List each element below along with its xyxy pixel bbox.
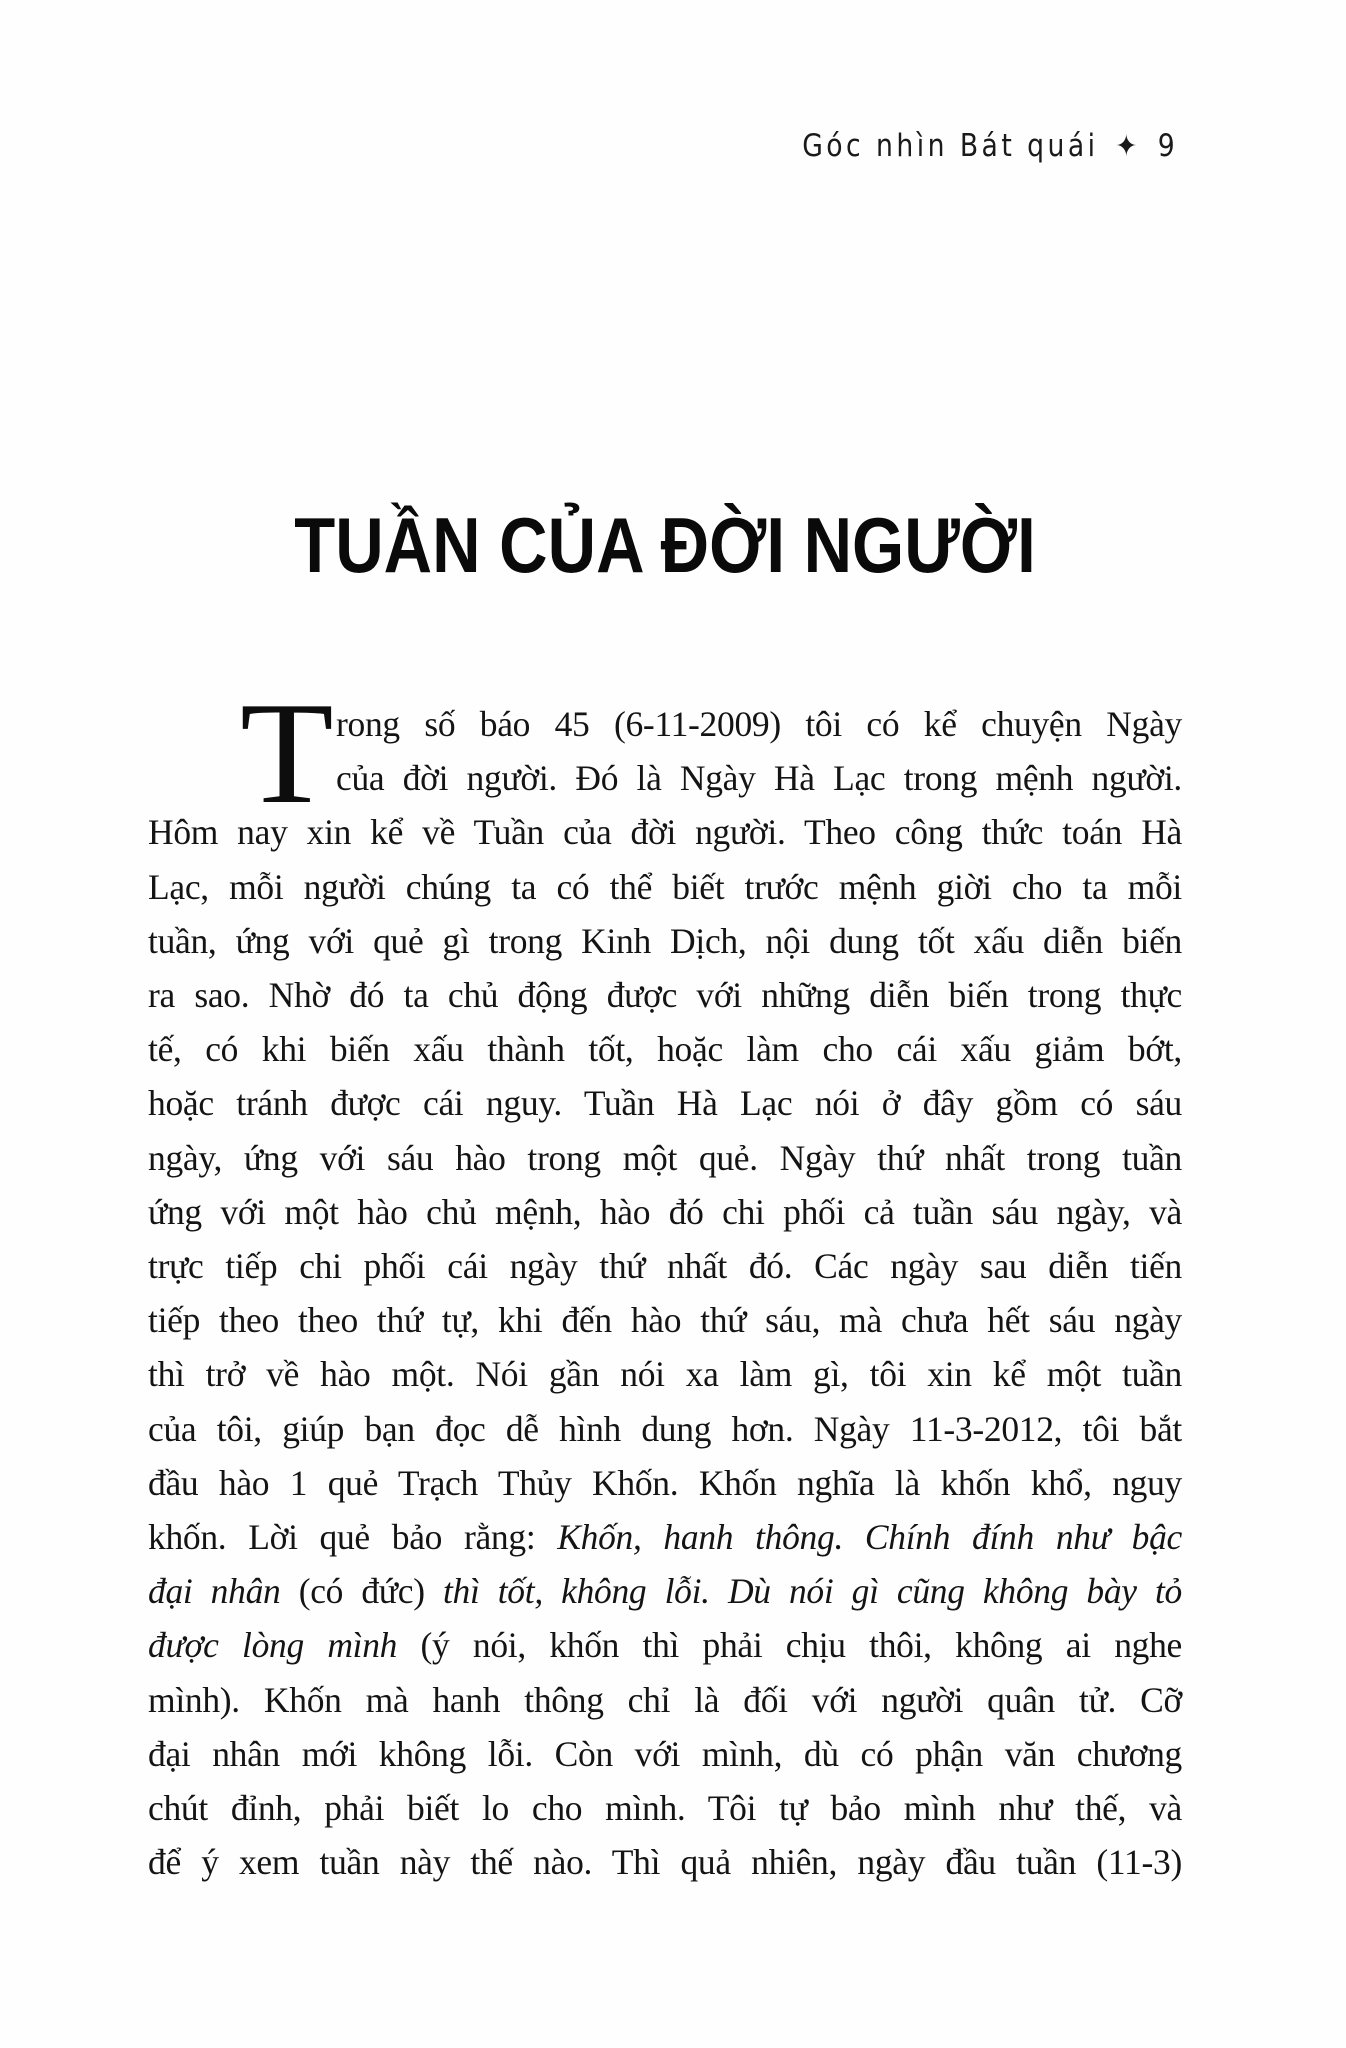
body-line xyxy=(148,1461,1182,1505)
body-line xyxy=(148,1569,1182,1613)
body-line xyxy=(148,1352,1182,1396)
body-line xyxy=(148,973,1182,1017)
body-line xyxy=(148,1515,1182,1559)
body-text-segment: Lạc, mỗi người chúng ta có thể biết trước mệnh giời cho ta mỗi xyxy=(148,866,1182,907)
italic-quote-text: đại nhân xyxy=(148,1571,281,1612)
four-point-star-icon: ✦ xyxy=(1115,129,1141,164)
body-text-segment: (ý nói, khốn thì phải chịu thôi, không ai nghe xyxy=(397,1625,1182,1666)
body-line xyxy=(148,1027,1182,1071)
body-text-segment: khốn. Lời quẻ bảo rằng: xyxy=(148,1517,558,1557)
body-line xyxy=(148,919,1182,963)
italic-quote-text: thì tốt, không lỗi. Dù nói gì cũng không bày tỏ xyxy=(442,1571,1182,1612)
body-line xyxy=(148,1407,1182,1451)
body-line xyxy=(148,1623,1182,1667)
body-text-segment: ngày, ứng với sáu hào trong một quẻ. Ngày thứ nhất trong tuần xyxy=(148,1137,1182,1178)
body-line xyxy=(148,1840,1182,1884)
body-text-segment: rong số báo 45 (6-11-2009) tôi có kể chuyện Ngày xyxy=(336,704,1182,744)
body-line xyxy=(148,1732,1182,1776)
chapter-title: TUẦN CỦA ĐỜI NGƯỜI xyxy=(294,501,1036,589)
body-text-segment: Hôm nay xin kể về Tuần của đời người. Theo công thức toán Hà xyxy=(148,812,1182,853)
body-line xyxy=(148,1136,1182,1180)
body-line xyxy=(148,810,1182,854)
body-text-segment: chút đỉnh, phải biết lo cho mình. Tôi tự bảo mình như thế, và xyxy=(148,1788,1182,1828)
body-text-segment: để ý xem tuần này thế nào. Thì quả nhiên, ngày đầu tuần (11-3) xyxy=(148,1842,1182,1883)
body-text-segment: ra sao. Nhờ đó ta chủ động được với những diễn biến trong thực xyxy=(148,975,1182,1015)
page-number: 9 xyxy=(1157,128,1178,164)
body-text-segment: của đời người. Đó là Ngày Hà Lạc trong mệnh người. xyxy=(336,758,1182,799)
body-line xyxy=(148,1081,1182,1125)
body-line xyxy=(336,756,1182,800)
body-text-segment: tuần, ứng với quẻ gì trong Kinh Dịch, nội dung tốt xấu diễn biến xyxy=(148,920,1182,961)
body-text-segment: hoặc tránh được cái nguy. Tuần Hà Lạc nói ở đây gồm có sáu xyxy=(148,1083,1182,1124)
italic-quote-text: được lòng mình xyxy=(148,1625,398,1666)
italic-quote-text: Khốn, hanh thông. Chính đính như bậc xyxy=(557,1517,1183,1557)
body-line xyxy=(148,1786,1182,1830)
body-text-segment: trực tiếp chi phối cái ngày thứ nhất đó. Các ngày sau diễn tiến xyxy=(148,1246,1182,1286)
body-line xyxy=(336,702,1182,746)
drop-cap: T xyxy=(240,672,334,834)
section-title: Góc nhìn Bát quái xyxy=(802,128,1099,164)
body-line xyxy=(148,865,1182,909)
body-text-segment: đầu hào 1 quẻ Trạch Thủy Khốn. Khốn nghĩa là khốn khổ, nguy xyxy=(148,1462,1182,1503)
body-text-segment: của tôi, giúp bạn đọc dễ hình dung hơn. Ngày 11-3-2012, tôi bắt xyxy=(148,1408,1182,1449)
running-header xyxy=(802,128,1178,164)
body-text-segment: (có đức) xyxy=(280,1571,443,1612)
body-line xyxy=(148,1244,1182,1288)
body-line xyxy=(148,1678,1182,1722)
body-line xyxy=(148,1298,1182,1342)
body-text-segment: thì trở về hào một. Nói gần nói xa làm gì, tôi xin kể một tuần xyxy=(148,1354,1182,1395)
body-text-segment: ứng với một hào chủ mệnh, hào đó chi phối cả tuần sáu ngày, và xyxy=(148,1191,1182,1232)
body-text-segment: đại nhân mới không lỗi. Còn với mình, dù có phận văn chương xyxy=(148,1733,1182,1774)
body-text-segment: mình). Khốn mà hanh thông chỉ là đối với người quân tử. Cỡ xyxy=(148,1679,1182,1720)
body-text-segment: tiếp theo theo thứ tự, khi đến hào thứ sáu, mà chưa hết sáu ngày xyxy=(148,1300,1182,1341)
body-text-segment: tế, có khi biến xấu thành tốt, hoặc làm cho cái xấu giảm bớt, xyxy=(148,1029,1182,1070)
body-line xyxy=(148,1190,1182,1234)
